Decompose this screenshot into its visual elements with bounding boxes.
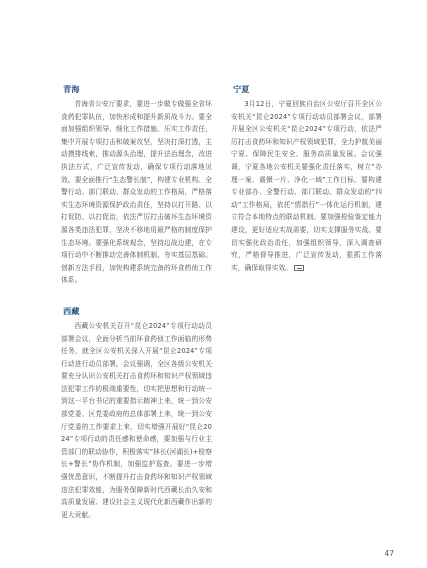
section-body-ningxia xyxy=(231,98,382,274)
section-qinghai xyxy=(61,84,212,287)
section-xizang xyxy=(61,306,212,522)
section-body-qinghai: 青海省公安厅要求，要进一步做专做强全省环食药犯罪队伍，加快形成和提升新质战斗力。要全面加强组织领导、细化工作措施、压实工作责任，集中开展专项打击和破案攻坚，坚决打深打透，主动摸排线索，推动源头治理，提升法治理念，改进执法方式，广泛宣传发动，确保专项行动落地见效。要全面推行“生态警长制”，构建专业机构、全警行动、部门联动、群众发动的工作格局，严格落实生态环境资源保护政治责任，坚持以打开路、以打促防、以打促治，依法严厉打击破坏生态环境资源各类违法犯罪，坚决不移地用最严格的制度保护生态环境。要强化系统观念，坚持边战边建，在专项行动中不断推动完善体制机制、夯实基层基础、创新方法手段，加快构建系统完备的环食药侦工作体系。 xyxy=(61,100,212,285)
right-column xyxy=(231,84,382,274)
section-ningxia xyxy=(231,84,382,274)
section-heading-qinghai: 青海 xyxy=(63,84,80,94)
section-heading-ningxia: 宁夏 xyxy=(233,84,250,94)
left-column xyxy=(61,84,212,521)
page-number: 47 xyxy=(384,549,394,558)
section-body-xizang: 西藏公安机关召开“昆仑2024”专项行动动员部署会议，全面分析当前环食药侦工作面临的形势任务，就全区公安机关深入开展“昆仑2024”专项行动进行动员部署。会议强调，全区各级公安机关要充分认识公安机关打击食药环和知识产权领域违法犯罪工作的极端重要性，切实把思想和行动统一到这一平台书记的重要指示精神上来，统一到公安部党委、区党委政府的总体部署上来，统一到公安厅党委的工作要求上来，切实增强开展好“昆仑2024”专项行动的责任感和使命感，要加强与行业主管部门的联动协作，积极落实“林长(河湖长)+检察长+警长”协作机制，加强监护巡查。要进一步增强忧患意识，不断提升打击食药环和知识产权领域违法犯罪效能，为服务保障新时代西藏长治久安和高质量发展、建设社会主义现代化新西藏作出新的更大贡献。 xyxy=(61,321,212,519)
section-heading-xizang: 西藏 xyxy=(63,305,80,316)
section-body-ningxia-text: 3月12日，宁夏回族自治区公安厅召开全区公安机关“昆仑2024”专项行动动员部署会议，部署开展全区公安机关“昆仑2024”专项行动，依法严厉打击食药环和知识产权领域犯罪，全力护航美丽宁夏、保障民生安全、服务高质量发展。会议强调，宁夏各地公安机关要强化责任落实，树立“办理一案、震慑一片、净化一域”工作目标。要构建专业部办、全警行动、部门联动、群众发动的“四动”工作格局，依托“情指行”一体化运行机制，建立符合本地特点的联动机制。要加强检验鉴定能力建设，更好适应实战需要，切实支撑服务实战。要切实强化政治责任，加强组织领导，深入调查研究，严格督导推进，广泛宣传发动，狠抓工作落实，确保取得实效。 xyxy=(231,100,382,272)
article-end-icon xyxy=(294,265,304,271)
